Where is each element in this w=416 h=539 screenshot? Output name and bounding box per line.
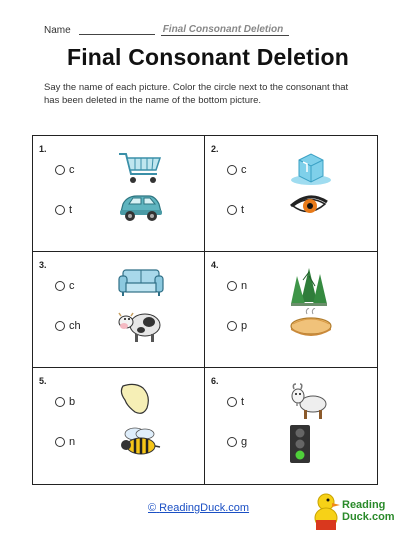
answer-circle[interactable]	[227, 281, 237, 291]
option-1[interactable]	[227, 396, 244, 408]
option-1[interactable]	[55, 280, 75, 292]
footer-link-text[interactable]: ReadingDuck.com	[159, 502, 250, 514]
couch-icon	[117, 266, 165, 298]
option-label: b	[69, 396, 76, 408]
answer-circle[interactable]	[55, 321, 65, 331]
answer-circle[interactable]	[227, 397, 237, 407]
option-2[interactable]	[55, 436, 75, 448]
brand-text-duck: Duck.com	[342, 511, 395, 523]
answer-circle[interactable]	[227, 205, 237, 215]
answer-circle[interactable]	[227, 437, 237, 447]
name-row	[44, 24, 289, 36]
option-1[interactable]	[55, 396, 75, 408]
copyright-symbol: ©	[148, 502, 157, 514]
bee-icon	[117, 424, 161, 458]
option-label: n	[241, 280, 248, 292]
answer-circle[interactable]	[55, 397, 65, 407]
option-label: t	[241, 396, 245, 408]
option-label: c	[241, 164, 247, 176]
option-2[interactable]	[227, 436, 247, 448]
exercise-item-6	[205, 368, 377, 484]
option-label: t	[241, 204, 245, 216]
worksheet-header-title: Final Consonant Deletion	[161, 24, 290, 36]
answer-circle[interactable]	[227, 165, 237, 175]
item-number: 4.	[211, 260, 219, 270]
option-2[interactable]	[55, 320, 81, 332]
bean-icon	[117, 382, 153, 416]
cow-icon	[117, 308, 163, 344]
exercise-item-3	[33, 252, 205, 368]
goat-icon	[289, 382, 329, 422]
duck-icon	[312, 492, 342, 532]
option-label: n	[69, 436, 76, 448]
item-number: 5.	[39, 376, 47, 386]
item-number: 2.	[211, 144, 219, 154]
option-1[interactable]	[227, 164, 247, 176]
answer-circle[interactable]	[227, 321, 237, 331]
option-label: ch	[69, 320, 81, 332]
ice-icon	[289, 150, 333, 186]
option-label: c	[69, 164, 75, 176]
car-icon	[117, 192, 165, 222]
traffic-light-icon	[289, 424, 311, 464]
footer-link[interactable]	[148, 502, 249, 514]
exercise-item-2	[205, 136, 377, 252]
pine-icon	[289, 266, 329, 308]
option-label: t	[69, 204, 73, 216]
name-label: Name	[44, 25, 71, 36]
cart-icon	[117, 150, 163, 186]
answer-circle[interactable]	[55, 437, 65, 447]
instructions: Say the name of each picture. Color the circle next to the consonant that has been deleted in the name of the bottom picture.	[44, 82, 349, 106]
option-2[interactable]	[227, 320, 247, 332]
option-1[interactable]	[227, 280, 247, 292]
pie-icon	[289, 308, 333, 338]
answer-circle[interactable]	[55, 165, 65, 175]
exercise-item-1	[33, 136, 205, 252]
option-2[interactable]	[227, 204, 244, 216]
reading-duck-logo	[312, 490, 396, 534]
page-title: Final Consonant Deletion	[66, 44, 350, 70]
name-input-line[interactable]	[79, 24, 155, 35]
answer-circle[interactable]	[55, 205, 65, 215]
answer-circle[interactable]	[55, 281, 65, 291]
option-label: p	[241, 320, 248, 332]
option-1[interactable]	[55, 164, 75, 176]
item-number: 3.	[39, 260, 47, 270]
option-label: g	[241, 436, 248, 448]
exercise-grid	[32, 135, 378, 485]
exercise-item-4	[205, 252, 377, 368]
brand-text-reading: Reading	[342, 499, 386, 511]
item-number: 1.	[39, 144, 47, 154]
option-2[interactable]	[55, 204, 72, 216]
eye-icon	[289, 192, 329, 220]
exercise-item-5	[33, 368, 205, 484]
option-label: c	[69, 280, 75, 292]
item-number: 6.	[211, 376, 219, 386]
